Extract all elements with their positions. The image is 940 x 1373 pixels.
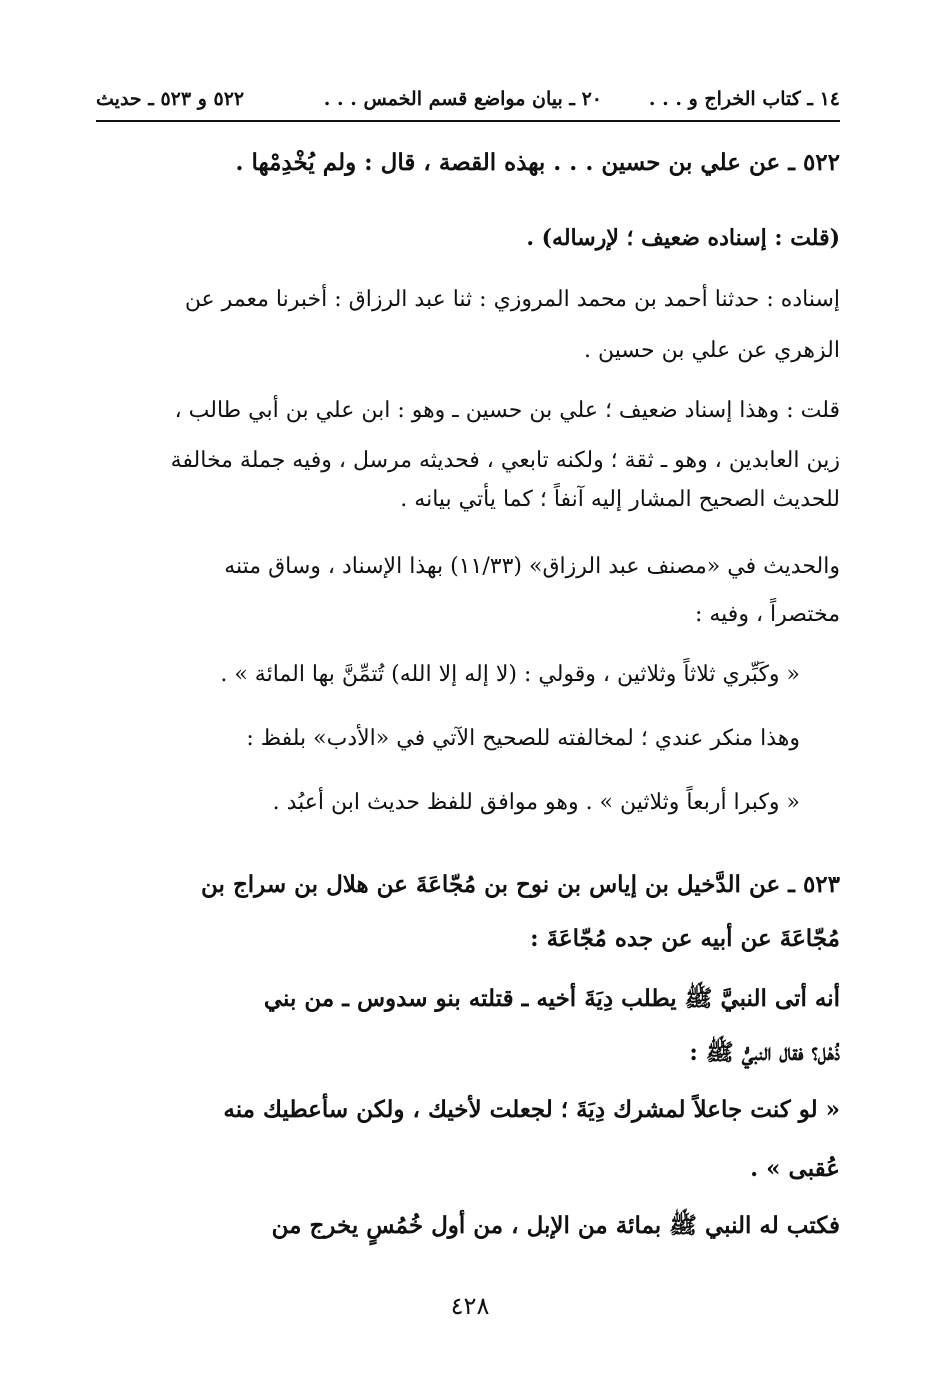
hadith-523-text: ٥٢٣ ـ عن الدَّخيل بن إياس بن نوح بن مُجّاعَةَ عن هلال بن سراج بن xyxy=(201,871,840,898)
header-chapter: ١٤ ـ كتاب الخراج و . . . xyxy=(648,88,840,110)
commentary-line: والحديث في «مصنف عبد الرزاق» (١١/٣٣) بهذا الإسناد ، وساق متنه xyxy=(224,554,840,579)
quoted-text: « وكبرا أربعاً وثلاثين » . وهو موافق للفظ حديث ابن أعبُد . xyxy=(272,790,800,815)
hadith-522-text: ٥٢٢ ـ عن علي بن حسين . . . بهذه القصة ، قال : ولم يُخْدِمْها . xyxy=(235,149,840,176)
hadith-523-text: مُجّاعَةَ عن أبيه عن جده مُجّاعَةَ : xyxy=(530,925,840,952)
isnad-line: إسناده : حدثنا أحمد بن محمد المروزي : ثنا عبد الرزاق : أخبرنا معمر عن xyxy=(184,287,840,312)
header-section: ٢٠ ـ بيان مواضع قسم الخمس . . . xyxy=(323,88,602,110)
commentary-line: وهذا منكر عندي ؛ لمخالفته للصحيح الآتي في «الأدب» بلفظ : xyxy=(246,726,800,751)
hadith-523-text: عُقبى » . xyxy=(750,1155,840,1182)
running-header xyxy=(96,84,840,122)
commentary-line: قلت : وهذا إسناد ضعيف ؛ علي بن حسين ـ وهو : ابن علي بن أبي طالب ، xyxy=(174,398,840,423)
commentary-line: للحديث الصحيح المشار إليه آنفاً ؛ كما يأتي بيانه . xyxy=(400,487,840,512)
header-hadith-numbers: ٥٢٢ و ٥٢٣ ـ حديث xyxy=(96,88,245,110)
hadith-523-text: ذُهْل؟ فقال النبيُّ ﷺ : xyxy=(689,1039,840,1066)
page-number: ٤٢٨ xyxy=(450,1292,490,1320)
commentary-line: زين العابدين ، وهو ـ ثقة ؛ ولكنه تابعي ، فحديثه مرسل ، وفيه جملة مخالفة xyxy=(170,448,840,473)
hadith-523-text: « لو كنت جاعلاً لمشرك دِيَةَ ؛ لجعلت لأخيك ، ولكن سأعطيك منه xyxy=(223,1096,840,1123)
hadith-522-grading: (قلت : إسناده ضعيف ؛ لإرساله) . xyxy=(526,225,840,251)
hadith-523-text: فكتب له النبي ﷺ بمائة من الإبل ، من أول خُمُسٍ يخرج من xyxy=(271,1212,840,1239)
quoted-text: « وكَبِّري ثلاثاً وثلاثين ، وقولي : (لا إله إلا الله) تُتمِّنَّ بها المائة » . xyxy=(220,662,800,687)
commentary-line: مختصراً ، وفيه : xyxy=(694,602,840,627)
isnad-line: الزهري عن علي بن حسين . xyxy=(584,338,840,363)
hadith-523-text: أنه أتى النبيَّ ﷺ يطلب دِيَةَ أخيه ـ قتلته بنو سدوس ـ من بني xyxy=(263,985,840,1012)
